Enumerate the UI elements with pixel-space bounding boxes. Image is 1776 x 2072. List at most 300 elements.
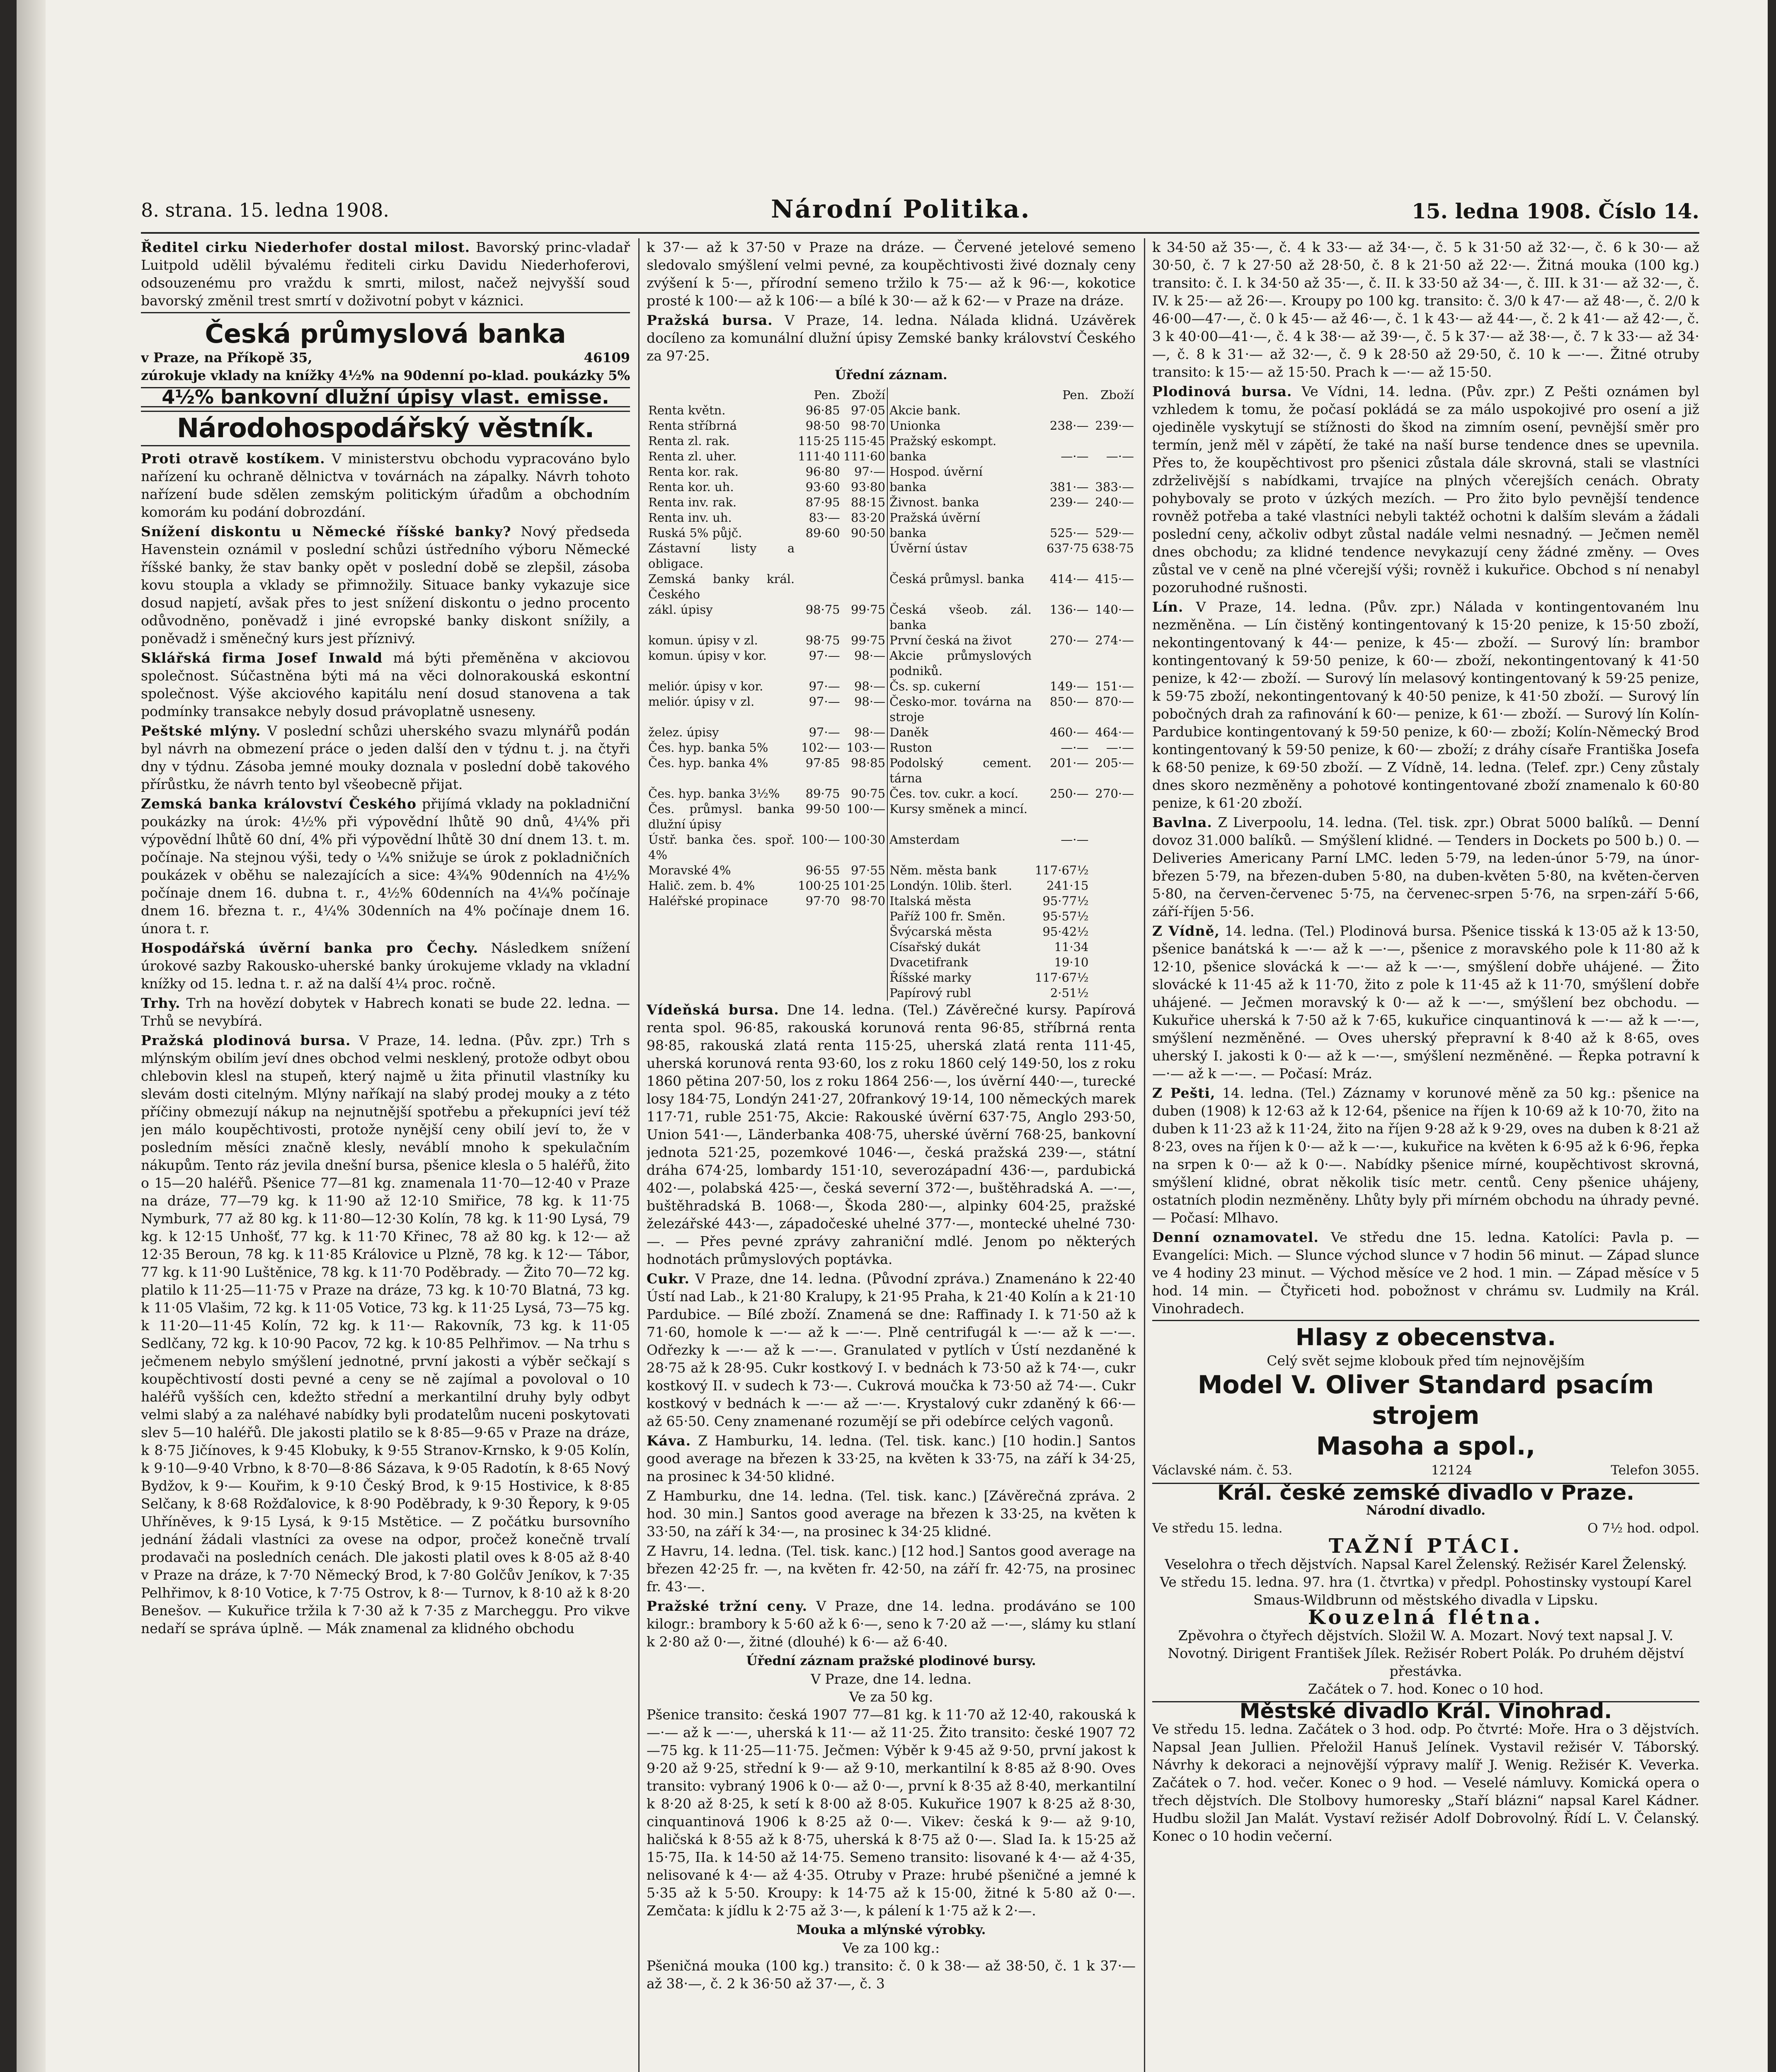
quote-cell: Zemská banky král. Českého (648, 572, 795, 601)
quotes-table (647, 387, 1136, 1001)
ad-number: 12124 (1431, 1463, 1472, 1478)
theatre-2-title: Městské divadlo Král. Vinohrad. (1152, 1701, 1699, 1720)
quote-cell: 638·75 (1092, 541, 1134, 555)
quote-row (647, 479, 1136, 495)
quote-cell (796, 541, 841, 571)
seed-text: k 37·— až k 37·50 v Praze na dráze. — Červené jetelové semeno sledovalo smýšlení velmi pevné, za koupěchtivosti živé doznaly ceny zvýšení k 5·—, přírodní semeno tržilo k 75·— až k 96·—, kokotice prosté k 100·— až k 106·— a bílé k 30·— až k 62·— v Praze na dráze. (647, 239, 1136, 309)
quote-cell: 95·77½ (1042, 894, 1089, 908)
quote-cell: Čes. průmysl. banka dlužní úpisy (648, 802, 795, 831)
quote-cell (796, 939, 841, 955)
quote-cell: Úvěrní ústav (887, 541, 1033, 571)
article-body: má býti přeměněna v akciovou společnost. Súčastněna býti má na věci dolnorakouská eskontní společnost. Výše akciového kapitálu není dosud stanovena a tak podmínky transakce nebyly dosud právoplatně usneseny. (141, 650, 630, 719)
quote-cell: 115·25 (798, 434, 840, 448)
quote-row (647, 878, 1136, 893)
quote-cell (1090, 909, 1136, 924)
quote-cell: Unionka (887, 418, 1033, 433)
quote-row (647, 755, 1136, 786)
quote-cell: Moravské 4% (648, 863, 731, 877)
quote-cell (1090, 955, 1136, 970)
quote-cell: 83·20 (851, 511, 886, 525)
quote-cell: komun. úpisy v zl. (648, 633, 758, 647)
quote-cell: meliór. úpisy v kor. (648, 679, 763, 693)
quote-cell (796, 924, 841, 939)
typewriter-ad-line: Celý svět sejme klobouk před tím nejnovějším (1267, 1353, 1585, 1369)
quote-cell: Papírový rubl (887, 985, 1033, 1001)
article-body: V poslední schůzi uherského svazu mlynářů podán byl návrh na obmezení práce o jeden další den v týdnu t. j. na čtyři dny v týdnu. Zásoba jemné mouky doznala v poslední době takového přírůstku, že návrh tento byl všeobecně přijat. (141, 723, 630, 792)
col-head: Pen. (1062, 388, 1089, 402)
quote-cell: 414·— (1049, 572, 1089, 586)
article (647, 1542, 1136, 1595)
article (647, 1270, 1136, 1430)
article-body: V Praze, dne 14. ledna. prodáváno se 100 kilogr.: brambory k 5·60 až k 6·—, seno k 7·20 až —·—, slámy ku stlaní k 2·80 až 0·—, žitné (dlouhé) k 6·— až 6·40. (647, 1598, 1136, 1650)
article-body: přijímá vklady na pokladniční poukázky na úrok: 4½% při výpovědní lhůtě 90 dnů, 4¼% při výpovědní lhůtě 60 dní, 4% při výpovědní lhůtě 30 dní dnem 13. t. m. počínaje. Na stejnou výši, tedy o ¼% snižuje se úrok z pokladničních poukázek v oběhu se nalezajících a sice: 4¾% 90denních na 4½% počínaje dnem 16. dubna t. r., 4½% 60denních na 4¼% počínaje dnem 16. března t. r., 4¼% 30denních na 4% počínaje dnem 16. února t. r. (141, 796, 630, 937)
article-head: Trhy. (141, 995, 181, 1011)
quote-cell: 100·— (846, 802, 886, 816)
quote-cell: Pražský eskompt. (887, 433, 1033, 449)
article-body: Z Hamburku, 14. ledna. (Tel. tisk. kanc.) [10 hodin.] Santos good average na březen k 33·25, na květen k 33·75, na září k 34·25, na prosinec k 34·50 klidné. (647, 1433, 1136, 1484)
intro-article (141, 238, 630, 310)
quote-cell (647, 955, 796, 970)
quote-cell (842, 939, 887, 955)
quote-cell: 100·— (801, 833, 840, 847)
bank-number: 46109 (584, 350, 630, 366)
quote-cell: 83·— (809, 511, 840, 525)
quote-cell: 250·— (1049, 787, 1089, 801)
column-divider-2 (1144, 238, 1145, 2072)
quote-cell (796, 985, 841, 1001)
quote-cell: 96·80 (805, 465, 840, 479)
quote-cell: Česká všeob. zál. banka (887, 602, 1033, 633)
quote-cell: 460·— (1049, 725, 1089, 739)
col3-articles (1152, 382, 1699, 1317)
quote-cell: 11·34 (1054, 940, 1089, 954)
quote-cell: 98·50 (805, 419, 840, 433)
quote-cell (842, 924, 887, 939)
quote-cell: Renta inv. uh. (648, 511, 732, 525)
quote-cell: 101·25 (843, 879, 886, 893)
quote-cell: Ruston (887, 740, 1033, 755)
theatre-1-play-2: Kouzelná flétna. (1308, 1606, 1544, 1629)
quote-row (647, 433, 1136, 449)
quote-cell (796, 955, 841, 970)
quote-cell (1090, 863, 1136, 878)
quote-cell: 100·30 (843, 833, 886, 847)
column-3 (1152, 238, 1699, 2072)
article (1152, 1228, 1699, 1317)
binding-gutter (17, 0, 46, 2072)
article-head: Denní oznamovatel. (1152, 1229, 1319, 1245)
quote-cell: 115·45 (843, 434, 886, 448)
quote-cell (647, 970, 796, 985)
quote-cell: 239·— (1049, 495, 1089, 509)
quote-cell: 2·51½ (1050, 986, 1089, 1000)
quote-cell: Hospod. úvěrní (887, 464, 1033, 479)
quote-cell: Podolský cement. tárna (887, 755, 1033, 786)
quote-cell (842, 909, 887, 924)
article-head: Lín. (1152, 599, 1184, 615)
quote-cell: 98·— (854, 725, 886, 739)
quote-cell: —·— (1106, 449, 1134, 463)
bank-address: v Praze, na Příkopě 35, (141, 350, 313, 366)
quote-cell: banka (887, 479, 1033, 495)
article-body: V Praze, dne 14. ledna. (Původní zpráva.) Znamenáno k 22·40 Ústí nad Lab., k 21·80 Kralupy, k 21·95 Praha, k 21·40 Kolín a k 21·10 Pardubice. — Bílé zboží. Znamená se dne: Raffinady I. k 71·50 až k 71·60, homole k —·— až k —·—. Plně centrifugál k —·— až k —·—. Odřezky k —·— až k —·—. Granulated v pytlích v Ústí nezdaněné k 28·75 až k 28·95. Cukr kostkový I. v bednách k 73·50 až k 74·—, cukr kostkový II. v sudech k 73·—. Cukrová moučka k 73·50 až 74·—. Cukr kostkový v bednách k —·— až —·—. Krystalový cukr zdaněný k 66·— až 65·50. Ceny znamenané rozumějí se při odebírce celých vagonů. (647, 1271, 1136, 1429)
article-head: Pražské tržní ceny. (647, 1598, 808, 1614)
article-head: Z Pešti, (1152, 1085, 1216, 1101)
quote-cell (842, 571, 887, 602)
quote-cell: 140·— (1095, 603, 1134, 617)
quote-cell: 93·60 (805, 480, 840, 494)
article (141, 994, 630, 1030)
quote-cell: 151·— (1095, 679, 1134, 693)
bursa-article (647, 311, 1136, 365)
quote-row (647, 571, 1136, 602)
quote-row (647, 786, 1136, 801)
quote-cell: 274·— (1095, 633, 1134, 647)
quote-cell: 240·— (1095, 495, 1134, 509)
quote-cell: Daněk (887, 725, 1033, 740)
quote-cell: 97·— (809, 679, 840, 693)
bank-rates-line (141, 367, 630, 385)
quote-cell: 96·55 (805, 863, 840, 877)
quote-row (647, 832, 1136, 863)
quote-cell (1090, 433, 1136, 449)
page-header (141, 195, 1699, 232)
quote-cell (796, 571, 841, 602)
quote-cell: Renta stříbrná (648, 419, 737, 433)
article-body: Z Hamburku, dne 14. ledna. (Tel. tisk. kanc.) [Závěrečná zpráva. 2 hod. 30 min.] Santos good average na březen k 33·25, na květen k 33·50, na září k 34·—, na prosinec k 34·25 klidné. (647, 1488, 1136, 1539)
quote-cell: 525·— (1049, 526, 1089, 540)
col-head: Pen. (814, 388, 840, 402)
quote-cell: 201·— (1049, 756, 1089, 770)
quote-cell: Švýcarská města (887, 924, 1033, 939)
theatre-1-guest: Ve středu 15. ledna. 97. hra (1. čtvrtka) v předpl. Pohostinsky vystoupí Karel Smaus-Wildbrunn od městského divadla v Lipsku. (1160, 1574, 1692, 1608)
quote-cell: Renta zl. uher. (648, 449, 737, 463)
quote-cell (1033, 403, 1090, 418)
article-head: Proti otravě kostíkem. (141, 450, 325, 467)
quote-cell: 97·85 (805, 756, 840, 770)
quote-cell: 97·— (809, 649, 840, 663)
quote-cell: Dvacetifrank (887, 955, 1033, 970)
newspaper-page (17, 0, 1768, 2072)
quote-cell: 117·67½ (1035, 971, 1089, 985)
quote-cell: Akcie průmyslových podniků. (887, 648, 1033, 679)
flour-prices: k 34·50 až 35·—, č. 4 k 33·— až 34·—, č. 5 k 31·50 až 32·—, č. 6 k 30·— až 30·50, č. 7 k 27·50 až 28·50, č. 8 k 21·50 až 22·—. Žitná mouka (100 kg.) transito: č. I. k 34·50 až 35·—, č. II. k 33·50 až 34·—, č. III. k 31·— až 32·—, č. IV. k 25·— až 26·—. Kroupy po 100 kg. transito: č. 3/0 k 47·— až 48·—, č. 2/0 k 46·00—47·—, č. 0 k 45·— až 46·—, č. 1 k 43·— až 44·—, č. 2 k 41·— až 42·—, č. 3 k 40·00—41·—, č. 4 k 38·— až 39·—, č. 5 k 37·— až 38·—, č. 7 k 33·— až 34·—, č. 8 k 31·— až 32·—, č. 9 k 28·50 až 29·50, č. 10 k —·—. Žitné otruby transito: k 15·— až 15·50. Prach k —·— až 15·50. (1152, 239, 1699, 380)
quote-cell: Pražská úvěrní (887, 510, 1033, 525)
quote-cell: 98·70 (851, 419, 886, 433)
col1-articles (141, 450, 630, 1637)
quote-row (647, 985, 1136, 1001)
quote-cell: 98·75 (805, 603, 840, 617)
theatre-1-desc: Veselohra o třech dějstvích. Napsal Karel Želenský. Režisér Karel Želenský. (1165, 1556, 1687, 1572)
article-head: Snížení diskontu u Německé říšské banky? (141, 523, 511, 540)
article-body: Trh na hovězí dobytek v Habrech konati se bude 22. ledna. — Trhů se nevybírá. (141, 995, 630, 1029)
bank-rate-left: zúrokuje vklady na knížky 4½% (141, 368, 374, 383)
article-body: Ve středu dne 15. ledna. Katolíci: Pavla p. — Evangelíci: Mich. — Slunce východ slunce v 7 hodin 56 minut. — Západ slunce ve 4 hodiny 23 minut. — Východ měsíce ve 2 hod. 1 min. — Západ měsíce v 5 hod. 14 min. — Čtyřiceti hod. pobožnost v chrámu sv. Ludmily na Král. Vinohradech. (1152, 1229, 1699, 1317)
quote-cell: Amsterdam (887, 832, 1033, 863)
quote-cell: zákl. úpisy (648, 603, 713, 617)
quote-cell: banka (887, 449, 1033, 464)
quote-cell (1033, 464, 1090, 479)
quote-cell: Halič. zem. b. 4% (648, 879, 755, 893)
quote-cell: Londýn. 10lib. šterl. (887, 878, 1033, 893)
theatre-1-date: Ve středu 15. ledna. (1152, 1521, 1283, 1536)
quote-cell: 637·75 (1047, 541, 1089, 555)
quote-cell: 90·75 (851, 787, 886, 801)
quote-cell: —·— (1061, 741, 1089, 755)
quote-cell: 270·— (1049, 633, 1089, 647)
quote-cell (647, 924, 796, 939)
quote-cell: 90·50 (851, 526, 886, 540)
quote-cell: 100·25 (798, 879, 840, 893)
mouka-body: Pšeničná mouka (100 kg.) transito: č. 0 k 38·— až 38·50, č. 1 k 37·— až 38·—, č. 2 k 36·50 až 37·—, č. 3 (647, 1958, 1136, 1992)
quote-cell (1090, 970, 1136, 985)
quote-cell (1033, 433, 1090, 449)
quote-cell: 19·10 (1054, 955, 1089, 969)
quote-cell: 870·— (1095, 695, 1134, 709)
column-divider-1 (638, 238, 640, 2072)
quote-cell (842, 985, 887, 1001)
quote-cell: 136·— (1049, 603, 1089, 617)
quote-cell: 98·70 (851, 894, 886, 908)
article-head: Pražská plodinová bursa. (141, 1032, 351, 1048)
quote-row (647, 495, 1136, 510)
quote-cell (796, 909, 841, 924)
quote-cell: 381·— (1049, 480, 1089, 494)
quote-row (647, 863, 1136, 878)
quote-cell: 95·57½ (1042, 909, 1089, 923)
quote-cell: 149·— (1049, 679, 1089, 693)
quote-cell: 98·— (854, 695, 886, 709)
article-head: Cukr. (647, 1271, 690, 1287)
article (141, 450, 630, 521)
ad-telephone: Telefon 3055. (1611, 1463, 1699, 1478)
article-body: Z Havru, 14. ledna. (Tel. tisk. kanc.) [12 hod.] Santos good average na březen 42·25 fr. —, na květen fr. 42·50, na září fr. 42·75, na prosinec fr. 43·—. (647, 1543, 1136, 1595)
article-body: V Praze, 14. ledna. (Pův. zpr.) Nálada v kontingentovaném lnu nezměněna. — Lín čistěný kontingentovaný k 15·20 penize, k 15·50 zboží, nekontingentovaný k 44·— penize, k 45·— zboží. — Surový lín: brambor kontingentovaný k 59·50 penize, k 60·— zboží, nekontingentovaný k 41·50 penize, k 42·— zboží. — Surový lín melasový kontingentovaný k 59·25 penize, k 59·75 zboží, nekontingentovaný k 40·50 penize, k 41·50 zboží. — Surový lín pobočných drah za rafinování k 60·— penize, k 61·— zboží. — Surový lín Kolín-Pardubice kontingentovaný k 59·50 penize, k 60·— zboží; Kolín-Německý Brod kontingentovaný k 59·50 penize, k 60·— zboží; z dráhy císaře Františka Josefa k 68·50 penize, k 69·50 zboží. — Z Vídně, 14. ledna. (Telef. zpr.) Ceny zůstaly dnes skoro nezměněny a pohotové kontingentované zboží znamenalo k 60·80 penize, k 61·20 zboží. (1152, 599, 1699, 811)
quote-cell: 98·— (854, 649, 886, 663)
quote-cell (1090, 832, 1136, 863)
quote-cell: 529·— (1095, 526, 1134, 540)
quote-cell (796, 970, 841, 985)
article-head: Hospodářská úvěrní banka pro Čechy. (141, 940, 478, 956)
quote-cell: Čes. tov. cukr. a kocí. (887, 786, 1033, 801)
bank-address-line (141, 349, 630, 367)
article-body: Nový předseda Havenstein oznámil v poslední schůzi ústředního výboru Německé říšské banky, že stav banky opět v poslední době se zlepšil, zásoba kovu stoupla a vklady se přimnožily. Situace banky vykazuje sice dosud napjetí, avšak přes to jest snížení diskontu o jedno procento odůvodněno, poněvadž i jiné evropské banky diskont snížily, a poněvadž i směnečný kurs jest příznivý. (141, 523, 630, 646)
quote-cell: 97·55 (851, 863, 886, 877)
article-head: Pražská bursa. (647, 312, 773, 328)
letters-title: Hlasy z obecenstva. (1295, 1324, 1556, 1351)
quote-cell (1090, 939, 1136, 955)
quote-cell: 96·85 (805, 403, 840, 417)
quote-cell: —·— (1106, 741, 1134, 755)
bank-title: Česká průmyslová banka (205, 319, 566, 349)
header-rule (141, 232, 1699, 234)
quote-cell (1090, 924, 1136, 939)
article-head: Sklářská firma Josef Inwald (141, 650, 383, 666)
quote-cell (647, 909, 796, 924)
quote-cell: První česká na život (887, 633, 1033, 648)
quote-cell: —·— (1061, 833, 1089, 847)
quote-row (647, 510, 1136, 525)
quote-row (647, 464, 1136, 479)
theatre-1-time: O 7½ hod. odpol. (1587, 1521, 1699, 1536)
typewriter-ad-company: Masoha a spol., (1316, 1432, 1536, 1461)
quote-cell (1033, 801, 1090, 832)
article-head: Zemská banka království Českého (141, 796, 417, 812)
quote-cell: 239·— (1095, 419, 1134, 433)
quote-row (647, 403, 1136, 418)
quote-cell: 97·— (809, 725, 840, 739)
quote-cell: Říšské marky (887, 970, 1033, 985)
typewriter-ad-model: Model V. Oliver Standard psacím strojem (1197, 1370, 1654, 1430)
typewriter-ad-address (1152, 1462, 1699, 1479)
quote-cell: Renta inv. rak. (648, 495, 737, 509)
quote-cell: 98·75 (805, 633, 840, 647)
article (141, 939, 630, 992)
quote-cell: 97·70 (805, 894, 840, 908)
quote-row (647, 970, 1136, 985)
quote-cell (647, 939, 796, 955)
quotes-header-row (647, 387, 1136, 403)
article-head: Káva. (647, 1433, 691, 1449)
quote-cell (1090, 893, 1136, 909)
quote-cell (842, 955, 887, 970)
quote-cell: Renta kor. uh. (648, 480, 734, 494)
letters-ad (1152, 1320, 1699, 1479)
bank-ad (141, 312, 630, 407)
article-body: V Praze, 14. ledna. (Pův. zpr.) Trh s mlýnským obilím jeví dnes obchod velmi nesklený, protože odbyt obou chlebovin klesl na stupeň, který najmě u žita přinutil vlastníky ku slevám dosti citelným. Mlýny naříkají na slabý prodej mouky a z této příčiny obmezují nákup na nejnutnější spotřebu a překupníci jeví též jen málo koupěchtivosti, protože nynější ceny obilí jeví to, že v posledním měsíci značně klesly, neváblí mnoho k spekulačním nákupům. Tento ráz jevila dnešní bursa, pšenice klesla o 5 haléřů, žito o 15—20 haléřů. Pšenice 77—81 kg. znamenala 11·70—12·40 v Praze na dráze, 77—79 kg. k 11·90 až 12·10 Smiřice, 78 kg. k 11·75 Nymburk, 77 až 80 kg. k 11·80—12·30 Kolín, 78 kg. k 11·90 Lysá, 79 kg. k 12·15 Unhošť, 77 kg. k 11·70 Křinec, 78 až 80 kg. k 12·— až 12·35 Beroun, 78 kg. k 11·85 Královice u Plzně, 78 kg. k 12·— Tábor, 77 kg. k 11·90 Luštěnice, 78 kg. k 11·70 Poděbrady. — Žito 70—72 kg. platilo k 11·25—11·75 v Praze na dráze, 73 kg. k 10·70 Blatná, 73 kg. k 11·05 Vlašim, 72 kg. k 11·05 Votice, 73 kg. k 11·25 Lysá, 73—75 kg. k 11·20—11·45 Kolín, 72 kg. k 11·— Rakovník, 73 kg. k 11·05 Sedlčany, 72 kg. k 10·90 Pacov, 72 kg. k 10·85 Pelhřimov. — Na trhu s ječmenem nebylo smýšlení jednotné, první jakosti a výběr sečkají s koupěchtivostí dosti pevné a ceny se ně zajímal a povoloval o 10 haléřů vyšších cen, kdežto střední a merkantilní druhy byly odbyt velmi slabý a za naléhavé nabídky byli prodatelům nuceni poskytovati slev 5—10 haléřů. Dle jakosti platilo se k 8·85—9·65 v Praze na dráze, k 8·75 Jičínoves, k 9·45 Klobuky, k 9·55 Stranov-Krnsko, k 9·05 Kolín, k 9·10—9·40 Vrbno, k 8·70—8·86 Sázava, k 9·05 Radotín, k 8·65 Nový Bydžov, k 9·— Kouřim, k 9·10 Český Brod, k 9·15 Hostivice, k 8·85 Selčany, k 8·68 Rožďalovice, k 8·90 Poděbrady, k 9·30 Řepory, k 9·05 Uhříněves, k 9·15 Lysá, k 9·15 Mstětice. — Z počátku bursovního jednání žádali vlastníci za ovese na odpor, pročež konečně trvalí prodavači na posledních cenách. Dle jakosti platil oves k 8·05 až 8·40 v Praze na dráze, k 7·70 Německý Brod, k 7·80 Golčův Jeníkov, k 7·35 Pelhřimov, k 8·10 Votice, k 7·75 Ostrov, k 8·— Turnov, k 8·10 až k 8·20 Benešov. — Kukuřice tržila k 7·30 až k 7·35 z Marcheggu. Pro vikve nedaří se správa úplně. — Mák znamenal za klidného obchodu (141, 1032, 630, 1636)
quote-cell: Čes. hyp. banka 3½% (648, 787, 780, 801)
plod-body: Pšenice transito: česká 1907 77—81 kg. k 11·70 až 12·40, rakouská k —·— až k —·—, uherská k 11·— až 11·25. Žito transito: české 1907 72—75 kg. k 11·25—11·75. Ječmen: Výběr k 9·45 až 9·50, první jakost k 9·20 až 9·25, střední k 9·— až 9·10, merkantilní k 8·85 až 8·90. Oves transito: vybraný 1906 k 0·— až 0·—, první k 8·35 až 8·40, merkantilní k 8·20 až 8·25, k setí k 8·00 až 8·05. Kukuřice 1907 k 8·25 až 8·30, cinquantinová 1906 k 8·25 až 0·—. Vikev: česká k 9·— až 9·10, haličská k 8·55 až k 8·75, uherská k 8·75 až 0·—. Slad Ia. k 15·25 až 15·75, IIa. k 14·50 až 14·75. Semeno transito: lisované k 4·— až 4·35, nelisované k 4·— až 4·35. Otruby v Praze: hrubé pšeničné a jemné k 5·35 až k 5·50. Kroupy: k 14·75 až k 15·00, žitné k 5·80 až 0·—. Zemčata: k jídlu k 2·75 až 3·—, k pálení k 1·75 až k 2·—. (647, 1706, 1136, 1919)
quote-cell: Paříž 100 fr. Směn. (887, 909, 1033, 924)
quote-cell: Císařský dukát (887, 939, 1033, 955)
article-body: Následkem snížení úrokové sazby Rakousko-uherské banky úrokujeme vklady na vkladní knížky od 15. ledna t. r. až na další 4¼ proc. ročně. (141, 940, 630, 992)
quote-cell: Renta zl. rak. (648, 434, 730, 448)
quote-cell: —·— (1061, 449, 1089, 463)
article-body: Z Liverpoolu, 14. ledna. (Tel. tisk. zpr.) Obrat 5000 balíků. — Denní dovoz 31.000 balíků. — Smýšlení klidné. — Tenders in Dockets po 500 b.) 0. — Deliveries Americany Parní LMC. leden 5·79, na leden-únor 5·79, na únor-březen 5·79, na březen-duben 5·80, na duben-květen 5·80, na květen-červen 5·80, na červen-červenec 5·75, na červenec-srpen 5·76, na srpen-září 5·66, září-říjen 5·56. (1152, 814, 1699, 920)
quote-row (647, 418, 1136, 433)
quote-row (647, 449, 1136, 464)
quote-cell: 111·60 (843, 449, 886, 463)
quote-cell: Živnost. banka (887, 495, 1033, 510)
article (647, 1487, 1136, 1540)
quote-cell: 103·— (846, 741, 886, 755)
quote-cell (1090, 510, 1136, 525)
quote-cell: Česká průmysl. banka (887, 571, 1033, 602)
theatre-2-body: Ve středu 15. ledna. Začátek o 3 hod. odp. Po čtvrté: Moře. Hra o 3 dějstvích. Napsal Jean Jullien. Přeložil Hanuš Jelínek. Vystavil režisér V. Táborský. Návrhy k dekoraci a nejnovější výpravy malíř J. Wenig. Režisér K. Veverka. Začátek o 7. hod. večer. Konec o 9 hod. — Veselé námluvy. Komická opera o třech dějstvích. Dle Stolbovy humoresky „Staří blázni“ napsal Karel Kádner. Hudbu složil Jan Malát. Vystaví režisér Adolf Dobrovolný. Řídí L. V. Čelanský. Konec o 10 hodin večerní. (1152, 1721, 1699, 1844)
quote-cell (842, 541, 887, 571)
quote-row (647, 939, 1136, 955)
quote-cell (1090, 464, 1136, 479)
quote-row (647, 525, 1136, 541)
bank-rate-right: na 90denní po-klad. poukázky 5% (380, 368, 630, 383)
article-head: Z Vídně, (1152, 923, 1220, 939)
quote-cell: 95·42½ (1042, 925, 1089, 939)
quote-cell: 88·15 (851, 495, 886, 509)
quote-cell: želez. úpisy (648, 725, 719, 739)
article-head: Ředitel cirku Niederhofer dostal milost. (141, 239, 470, 255)
quote-cell: meliór. úpisy v zl. (648, 695, 755, 709)
quote-cell: Čes. hyp. banka 4% (648, 756, 768, 770)
col-head: Zboží (852, 388, 886, 402)
quote-cell: Kursy směnek a mincí. (887, 801, 1033, 832)
quote-cell: 87·95 (805, 495, 840, 509)
mouka-unit: Ve za 100 kg.: (842, 1940, 940, 1956)
quote-row (647, 679, 1136, 694)
quote-cell: 241·15 (1047, 879, 1089, 893)
quote-row (647, 694, 1136, 725)
article-body: V Praze, 14. ledna. Nálada klidná. Uzávěrek docíleno za komunální dlužní úpisy Zemské banky království Českého za 97·25. (647, 312, 1136, 364)
plod-unit: Ve za 50 kg. (849, 1689, 933, 1705)
quote-cell (842, 970, 887, 985)
plod-title: Úřední záznam pražské plodinové bursy. (746, 1653, 1036, 1668)
quote-cell: 205·— (1095, 756, 1134, 770)
col-head: Zboží (1100, 388, 1134, 402)
quote-cell: Zástavní listy a obligace. (648, 541, 795, 571)
article-body: Dne 14. ledna. (Tel.) Závěrečné kursy. Papírová renta spol. 96·85, rakouská korunová renta 96·85, stříbrná renta 98·85, rakouská zlatá renta 115·25, uherská zlatá renta 111·45, uherská korunová renta 93·60, los z roku 1860 celý 149·50, los z roku 1860 pětina 207·50, los z roku 1864 256·—, los úvěrní 440·—, turecké losy 184·75, Londýn 241·27, 20frankový 19·14, 100 německých marek 117·71, ruble 251·75, Akcie: Rakouské úvěrní 637·75, Anglo 293·50, Union 541·—, Länderbanka 408·75, uherské úvěrní 768·25, bankovní jednota 521·25, pozemkové 1046·—, česká pražská 239·—, státní dráha 674·25, lombardy 151·10, severozápadní 436·—, pardubická 402·—, polabská 425·—, česká severní 372·—, buštěhradská A. —·—, buštěhradská B. 1068·—, Škoda 280·—, alpinky 604·25, pražské železářské 443·—, západočeské uhelné 377·—, montecké uhelné 730·—. — Přes pevné zprávy zahraniční mdlé. Jenom po některých hodnotách průmyslových poptávka. (647, 1002, 1136, 1267)
article (647, 1001, 1136, 1268)
theatre-1-sub: Národní divadlo. (1366, 1503, 1486, 1518)
theatre-1-play: TAŽNÍ PTÁCI. (1328, 1535, 1523, 1558)
article-body: 14. ledna. (Tel.) Plodinová bursa. Pšenice tisská k 13·05 až k 13·50, pšenice banátská k —·— až k —·—, pšenice z moravského pole k 11·80 až k 12·10, pšenice slovácká k —·— až k —·—, smýšlení dobře uhájené. — Žito slovácké k 11·45 až k 11·70, žito z pole k 11·45 až k 11·70, smýšlení dobře uhájené. — Ječmen moravský k 0·— až k —·—, smýšlení bez obchodu. — Kukuřice uherská k 7·50 až k 7·65, kukuřice cinquantinová k —·— až k —·—, smýšlení nezměněné. — Oves uherský přepravní k 8·40 až k 8·65, oves uherský I. jakosti k 0·— až k —·—, smýšlení nezměněné. — Řepka potravní k —·— až k —·—. — Počasí: Mráz. (1152, 923, 1699, 1082)
plod-date: V Praze, dne 14. ledna. (811, 1671, 972, 1687)
masthead-title: Národní Politika. (771, 195, 1031, 224)
quote-cell: 111·40 (798, 449, 840, 463)
article-body: Bavorský princ-vladař Luitpold udělil bývalému řediteli cirku Davidu Niederhoferovi, odsouzenému pro vraždu k smrti, milost, načež nejvyšší soud bavorský změnil trest smrtí v doživotní pobyt v káznici. (141, 239, 630, 309)
quote-cell: 89·75 (805, 787, 840, 801)
article (141, 649, 630, 720)
quote-cell (1033, 648, 1090, 679)
quote-cell: 97·— (809, 695, 840, 709)
quote-cell: 415·— (1095, 572, 1134, 586)
article (141, 795, 630, 937)
quote-cell: Akcie bank. (887, 403, 1033, 418)
quote-cell: 850·— (1049, 695, 1089, 709)
article (141, 523, 630, 647)
article (141, 722, 630, 793)
quote-cell: 98·— (854, 679, 886, 693)
article (1152, 813, 1699, 920)
article-head: Bavlna. (1152, 814, 1212, 830)
article-body: Ve Vídni, 14. ledna. (Pův. zpr.) Z Pešti oznámen byl vzhledem k tomu, že počasí pokládá se za málo uspokojivé pro osení a již ojediněle vyskytují se stížnosti do škod na zimním osení, pevnější směr pro termín, jenž měl v zápětí, že také na naší burse tendence dnes se upevnila. Přes to, že koupěchtivost pro pšenici zůstala dále skrovná, stali se vlastníci zdrželivější s nabídkami, trvajíce na plných včerejších cenách. Obraty pohybovaly se proto v úzkých mezích. — Pro žito bylo pevnější tendence rovněž potřeba a také vlastníci nebyli taktéž ochotni k dalším slevám a žádali poslední ceny, ačkoliv odbyt zůstal nadále velmi nesnadný. — Ječmen neměl dnes obchodu; za klidné tendence nevykazují ceny žádné změny. — Oves zůstal ve v ceně na plné včerejší výši; rovněž i kukuřice. Obchod s ní nenabyl pozoruhodné rušnosti. (1152, 383, 1699, 595)
quote-cell: Ruská 5% půjč. (648, 526, 742, 540)
bank-bonds: 4½% bankovní dlužní úpisy vlast. emisse. (141, 387, 630, 407)
quote-cell: Renta kor. rak. (648, 465, 739, 479)
quote-cell: 89·60 (805, 526, 840, 540)
column-1 (141, 238, 630, 2072)
ad-address: Václavské nám. č. 53. (1152, 1463, 1293, 1478)
header-left: 8. strana. 15. ledna 1908. (141, 199, 389, 221)
article (1152, 1084, 1699, 1227)
quote-cell: 99·75 (851, 633, 886, 647)
quote-cell: 117·67½ (1035, 863, 1089, 877)
quote-cell (1033, 510, 1090, 525)
article (647, 1597, 1136, 1651)
quote-cell: 93·80 (851, 480, 886, 494)
article (141, 1031, 630, 1637)
quote-cell (1090, 878, 1136, 893)
quote-cell: 383·— (1095, 480, 1134, 494)
article-body: V ministerstvu obchodu vypracováno bylo nařízení ku ochraně dělnictva v továrnách na zápalky. Návrh tohoto nařízení bude sdělen zemským politickým úřadům a obchodním komorám ku podání dobrozdání. (141, 450, 630, 520)
quote-row (647, 909, 1136, 924)
quote-cell: 98·85 (851, 756, 886, 770)
article-head: Plodinová bursa. (1152, 383, 1292, 399)
quote-row (647, 648, 1136, 679)
quote-cell: 99·50 (805, 802, 840, 816)
quote-cell: 97·— (854, 465, 886, 479)
article (1152, 922, 1699, 1082)
theatre-1-title: Král. české zemské divadlo v Praze. (1152, 1483, 1699, 1502)
quote-cell: Ústř. banka čes. spoř. 4% (648, 833, 795, 862)
